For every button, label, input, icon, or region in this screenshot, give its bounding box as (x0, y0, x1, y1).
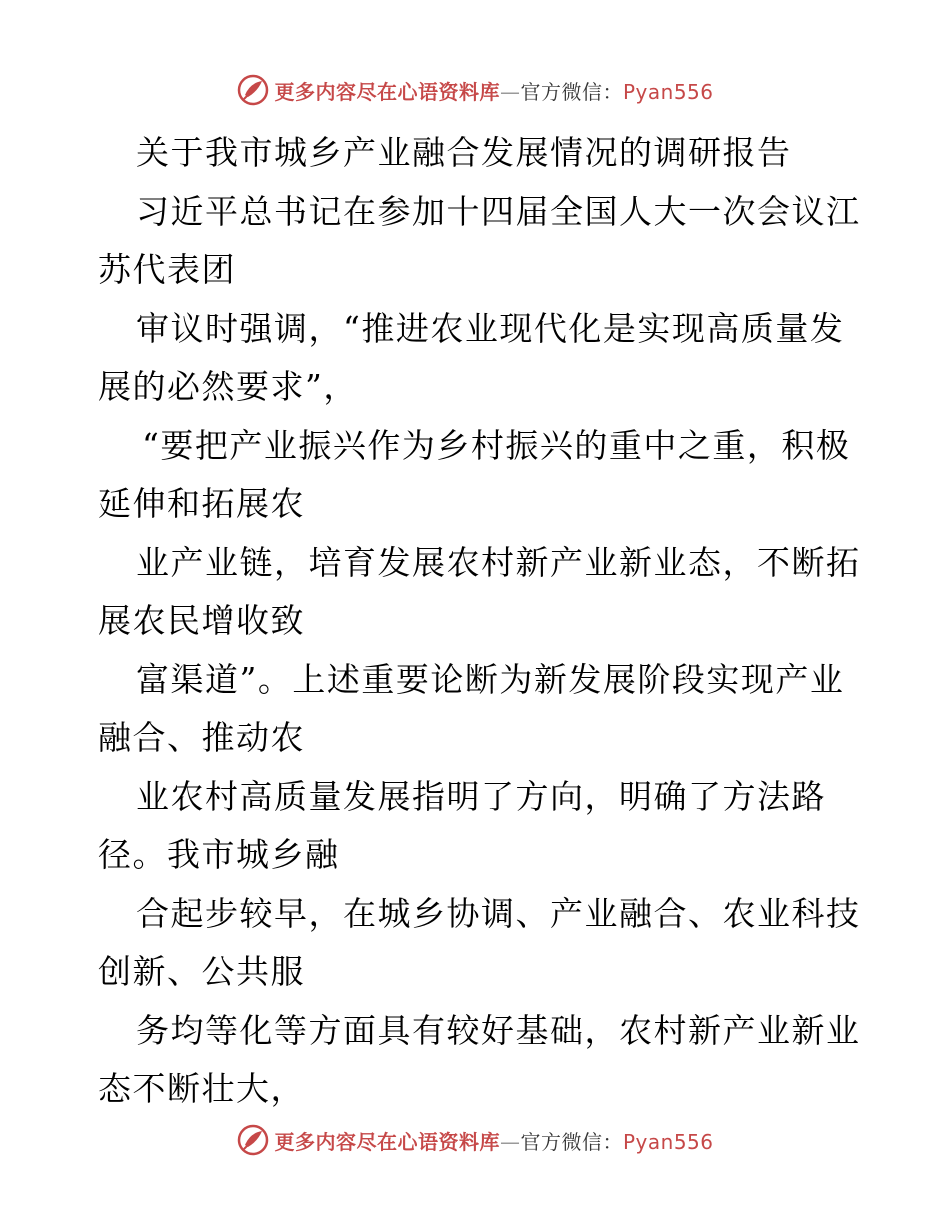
watermark-wechat-id: Pyan556 (622, 1129, 714, 1154)
paragraph-line: 业农村高质量发展指明了方向，明确了方法路 (136, 776, 826, 816)
paragraph-line: 业产业链，培育发展农村新产业新业态，不断拓 (136, 542, 861, 582)
scroll-quill-icon (236, 1123, 270, 1157)
paragraph-line: 展的必然要求”， (98, 367, 358, 406)
paragraph-line: 融合、推动农 (98, 718, 305, 757)
paragraph-line: 苏代表团 (98, 250, 236, 289)
watermark-main-text: 更多内容尽在心语资料库 (274, 1129, 500, 1154)
watermark-banner-bottom (0, 1122, 950, 1158)
watermark-banner-top (0, 72, 950, 108)
paragraph-line: “要把产业振兴作为乡村振兴的重中之重，积极 (142, 425, 851, 465)
paragraph-line: 径。我市城乡融 (98, 835, 340, 874)
paragraph-line: 富渠道”。上述重要论断为新发展阶段实现产业 (136, 659, 845, 699)
watermark-separator: — (499, 79, 521, 104)
paragraph-line: 习近平总书记在参加十四届全国人大一次会议江 (136, 191, 861, 231)
watermark-main-text: 更多内容尽在心语资料库 (274, 79, 500, 104)
watermark-wechat-label: 官方微信： (520, 79, 623, 104)
paragraph-line: 展农民增收致 (98, 601, 305, 640)
scroll-quill-icon (236, 73, 270, 107)
watermark-text (274, 76, 713, 105)
watermark-text (274, 1126, 713, 1155)
paragraph-line: 延伸和拓展农 (98, 484, 305, 523)
paragraph-line: 审议时强调，“推进农业现代化是实现高质量发 (136, 308, 845, 348)
document-title: 关于我市城乡产业融合发展情况的调研报告 (136, 133, 792, 172)
watermark-wechat-label: 官方微信： (520, 1129, 623, 1154)
paragraph-line: 合起步较早，在城乡协调、产业融合、农业科技 (136, 893, 861, 933)
watermark-wechat-id: Pyan556 (622, 79, 714, 104)
paragraph-line: 创新、公共服 (98, 952, 305, 991)
paragraph-line: 务均等化等方面具有较好基础，农村新产业新业 (136, 1010, 861, 1050)
document-body (98, 124, 861, 1119)
watermark-separator: — (499, 1129, 521, 1154)
paragraph-line: 态不断壮大， (98, 1069, 305, 1108)
